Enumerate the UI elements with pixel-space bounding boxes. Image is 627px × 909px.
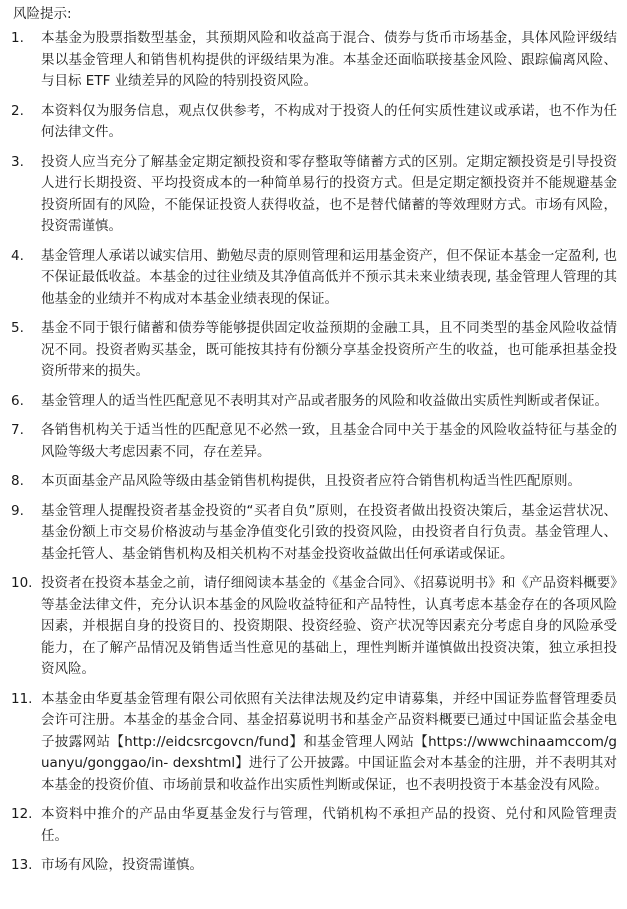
list-item-number: 10. <box>11 575 33 591</box>
list-item <box>11 101 617 144</box>
list-item-text: 市场有风险，投资需谨慎。 <box>41 857 203 873</box>
list-item <box>11 573 617 681</box>
list-item-number: 3. <box>11 153 24 170</box>
list-item-text: 各销售机构关于适当性的匹配意见不必然一致，且基金合同中关于基金的风险收益特征与基金的风险等级大考虑因素不同，存在差异。 <box>41 422 617 460</box>
list-item-text: 投资者在投资本基金之前，请仔细阅读本基金的《基金合同》、《招募说明书》和《产品资料概要》等基金法律文件，充分认识本基金的风险收益特征和产品特性，认真考虑本基金存在的各项风险因素，并根据自身的投资目的、投资期限、投资经验、资产状况等因素充分考虑自身的风险承受能力，在了解产品情况及销售适当性意见的基础上，理性判断并谨慎做出投资决策，独立承担投资风险。 <box>41 575 617 677</box>
list-item <box>11 420 617 463</box>
list-item-number: 4. <box>11 247 24 264</box>
list-item-number: 5. <box>11 320 24 336</box>
list-item-text: 基金管理人的适当性匹配意见不表明其对产品或者服务的风险和收益做出实质性判断或者保证。 <box>41 392 608 409</box>
list-item-text: 本基金由华夏基金管理有限公司依照有关法律法规及约定申请募集，并经中国证券监督管理委员会许可注册。本基金的基金合同、基金招募说明书和基金产品资料概要已通过中国证监会基金电子披露网站【http://eidcsrcgovcn/fund】和基金管理人网站【https://wwwchinaamccom/guanyu/gonggao/in- dexshtml】进行了公开披露。中国证监会对本基金的注册，并不表明其对本基金的投资价值、市场前景和收益作出实质性判断或保证，也不表明投资于本基金没有风险。 <box>41 690 617 793</box>
list-item-text: 基金管理人提醒投资者基金投资的“买者自负”原则，在投资者做出投资决策后，基金运营状况、基金份额上市交易价格波动与基金净值变化引致的投资风险，由投资者自行负责。基金管理人、基金托管人、基金销售机构及相关机构不对基金投资收益做出任何承诺或保证。 <box>41 502 617 562</box>
list-item-text: 基金不同于银行储蓄和债券等能够提供固定收益预期的金融工具，且不同类型的基金风险收益情况不同。投资者购买基金，既可能按其持有份额分享基金投资所产生的收益，也可能承担基金投资所带来的损失。 <box>41 320 617 379</box>
list-item <box>11 28 617 93</box>
list-item <box>11 318 617 383</box>
list-item <box>11 501 617 566</box>
list-item <box>11 471 617 493</box>
list-item <box>11 152 617 238</box>
list-item-number: 6. <box>11 392 24 409</box>
list-item-number: 12. <box>11 806 33 822</box>
list-item <box>11 246 617 311</box>
list-item-number: 11. <box>11 690 33 707</box>
list-item <box>11 391 617 413</box>
risk-disclosure-title: 风险提示: <box>13 6 72 22</box>
list-item-text: 基金管理人承诺以诚实信用、勤勉尽责的原则管理和运用基金资产，但不保证本基金一定盈利, 也不保证最低收益。本基金的过往业绩及其净值高低并不预示其未来业绩表现, 基金管理人管理的其他基金的业绩并不构成对本基金业绩表现的保证。 <box>41 247 617 307</box>
list-item-text: 本基金为股票指数型基金，其预期风险和收益高于混合、债券与货币市场基金，具体风险评级结果以基金管理人和销售机构提供的评级结果为准。本基金还面临联接基金风险、跟踪偏离风险、与目标 ETF 业绩差异的风险的特别投资风险。 <box>41 30 617 89</box>
list-item-number: 7. <box>11 422 24 438</box>
list-item-number: 1. <box>11 30 24 46</box>
list-item-text: 本资料仅为服务信息，观点仅供参考，不构成对于投资人的任何实质性建议或承诺，也不作为任何法律文件。 <box>41 102 617 140</box>
list-item-text: 本资料中推介的产品由华夏基金发行与管理，代销机构不承担产品的投资、兑付和风险管理责任。 <box>41 806 617 844</box>
list-item-number: 9. <box>11 502 24 519</box>
list-item <box>11 855 617 877</box>
list-item-number: 2. <box>11 102 24 119</box>
list-item <box>11 689 617 797</box>
risk-disclosure-list <box>11 28 617 877</box>
list-item <box>11 804 617 847</box>
list-item-number: 8. <box>11 473 24 489</box>
list-item-text: 本页面基金产品风险等级由基金销售机构提供，且投资者应符合销售机构适当性匹配原则。 <box>41 473 581 489</box>
list-item-number: 13. <box>11 857 33 873</box>
list-item-text: 投资人应当充分了解基金定期定额投资和零存整取等储蓄方式的区别。定期定额投资是引导投资人进行长期投资、平均投资成本的一种简单易行的投资方式。但是定期定额投资并不能规避基金投资所固有的风险，不能保证投资人获得收益，也不是替代储蓄的等效理财方式。市场有风险，投资需谨慎。 <box>41 153 617 234</box>
